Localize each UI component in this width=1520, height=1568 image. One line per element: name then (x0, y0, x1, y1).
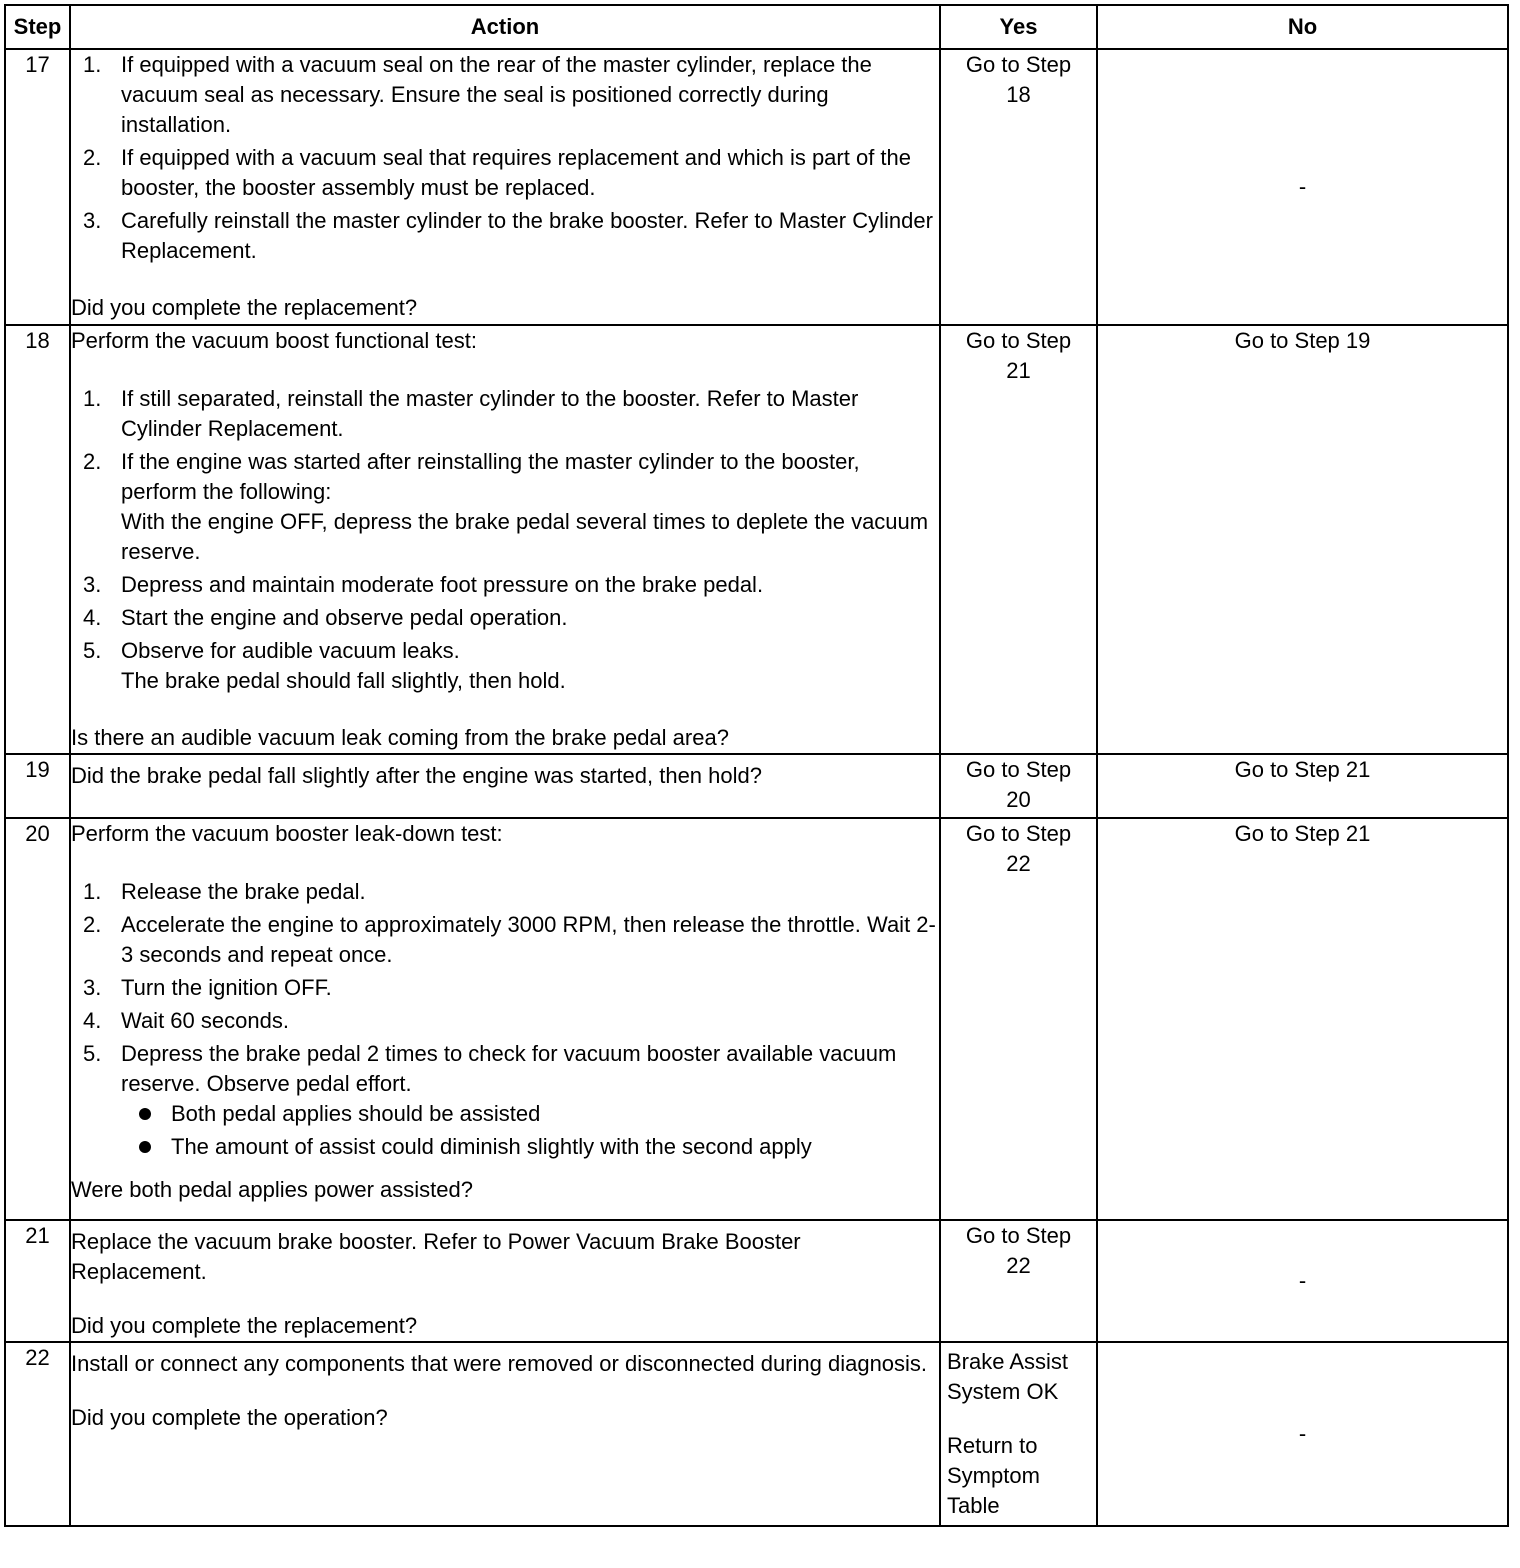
bullet-icon (139, 1141, 151, 1153)
list-item: 4. Wait 60 seconds. (83, 1008, 289, 1033)
table-row (5, 754, 1508, 818)
action-cell (70, 754, 940, 818)
bullet-icon (139, 1108, 151, 1120)
yes-cell: Brake Assist System OK Return to Symptom Table (940, 1342, 1097, 1526)
step-number: 22 (5, 1342, 70, 1526)
list-item: 3. Carefully reinstall the master cylinder to the brake booster. Refer to Master Cylinder Replacement. (83, 208, 933, 263)
list-item: 2. If equipped with a vacuum seal that requires replacement and which is part of the booster, the booster assembly must be replaced. (83, 145, 912, 200)
no-cell: Go to Step 19 (1097, 325, 1508, 754)
diagnostic-table (4, 4, 1509, 1527)
list-item: 1. If still separated, reinstall the master cylinder to the booster. Refer to Master Cylinder Replacement. (83, 386, 859, 441)
step-number: 21 (5, 1220, 70, 1342)
list-item: 1. Release the brake pedal. (83, 879, 366, 904)
yes-cell: Go to Step 21 (940, 325, 1097, 754)
step-number: 19 (5, 754, 70, 818)
no-cell: Go to Step 21 (1097, 818, 1508, 1220)
no-cell: Go to Step 21 (1097, 754, 1508, 818)
header-no: No (1097, 5, 1508, 49)
action-cell (70, 49, 940, 325)
no-cell: - (1097, 1220, 1508, 1342)
list-item: 2. Accelerate the engine to approximately 3000 RPM, then release the throttle. Wait 2-3 seconds and repeat once. (83, 912, 936, 967)
question-text: Did you complete the replacement? (71, 295, 418, 320)
step-number: 18 (5, 325, 70, 754)
yes-cell: Go to Step 18 (940, 49, 1097, 325)
step-number: 17 (5, 49, 70, 325)
question-text: Did you complete the replacement? (71, 1313, 418, 1338)
table-row (5, 1342, 1508, 1526)
action-cell (70, 1220, 940, 1342)
header-action: Action (70, 5, 940, 49)
yes-cell: Go to Step 20 (940, 754, 1097, 818)
action-cell (70, 325, 940, 754)
list-item: 4. Start the engine and observe pedal operation. (83, 605, 568, 630)
list-item: 2. If the engine was started after reinstalling the master cylinder to the booster, perform the following: With the engine OFF, depress the brake pedal several times to deplete the vacuum reserve. (83, 449, 929, 564)
bullet-item: Both pedal applies should be assisted (121, 1099, 939, 1129)
action-cell (70, 1342, 940, 1526)
bullet-item: The amount of assist could diminish slightly with the second apply (121, 1132, 939, 1162)
bullet-list (121, 1099, 939, 1162)
intro-text: Perform the vacuum booster leak-down test: (71, 821, 503, 846)
step-number: 20 (5, 818, 70, 1220)
list-item: 5. Observe for audible vacuum leaks. The brake pedal should fall slightly, then hold. (83, 638, 566, 693)
table-row (5, 49, 1508, 325)
question-text: Did you complete the operation? (71, 1405, 388, 1430)
table-row (5, 325, 1508, 754)
step-list (71, 877, 939, 1162)
step-list (71, 50, 939, 266)
header-step: Step (5, 5, 70, 49)
yes-cell: Go to Step 22 (940, 818, 1097, 1220)
question-text: Did the brake pedal fall slightly after the engine was started, then hold? (71, 763, 762, 788)
intro-text: Install or connect any components that were removed or disconnected during diagnosis. (71, 1351, 928, 1376)
list-item: 1. If equipped with a vacuum seal on the rear of the master cylinder, replace the vacuum seal as necessary. Ensure the seal is positioned correctly during installation. (83, 52, 872, 137)
no-cell: - (1097, 49, 1508, 325)
header-yes: Yes (940, 5, 1097, 49)
table-row (5, 1220, 1508, 1342)
yes-cell: Go to Step 22 (940, 1220, 1097, 1342)
action-cell (70, 818, 940, 1220)
question-text: Were both pedal applies power assisted? (71, 1177, 473, 1202)
step-list (71, 384, 939, 696)
header-row (5, 5, 1508, 49)
intro-text: Replace the vacuum brake booster. Refer to Power Vacuum Brake Booster Replacement. (71, 1229, 801, 1284)
question-text: Is there an audible vacuum leak coming from the brake pedal area? (71, 725, 729, 750)
table-row (5, 818, 1508, 1220)
intro-text: Perform the vacuum boost functional test: (71, 328, 477, 353)
list-item: 3. Turn the ignition OFF. (83, 975, 332, 1000)
no-cell: - (1097, 1342, 1508, 1526)
list-item: 3. Depress and maintain moderate foot pressure on the brake pedal. (83, 572, 764, 597)
list-item: 5. Depress the brake pedal 2 times to check for vacuum booster available vacuum reserve. Observe pedal effort. Both pedal applies should be assisted The amount of assist could diminish slightly with the second apply (71, 1039, 939, 1162)
